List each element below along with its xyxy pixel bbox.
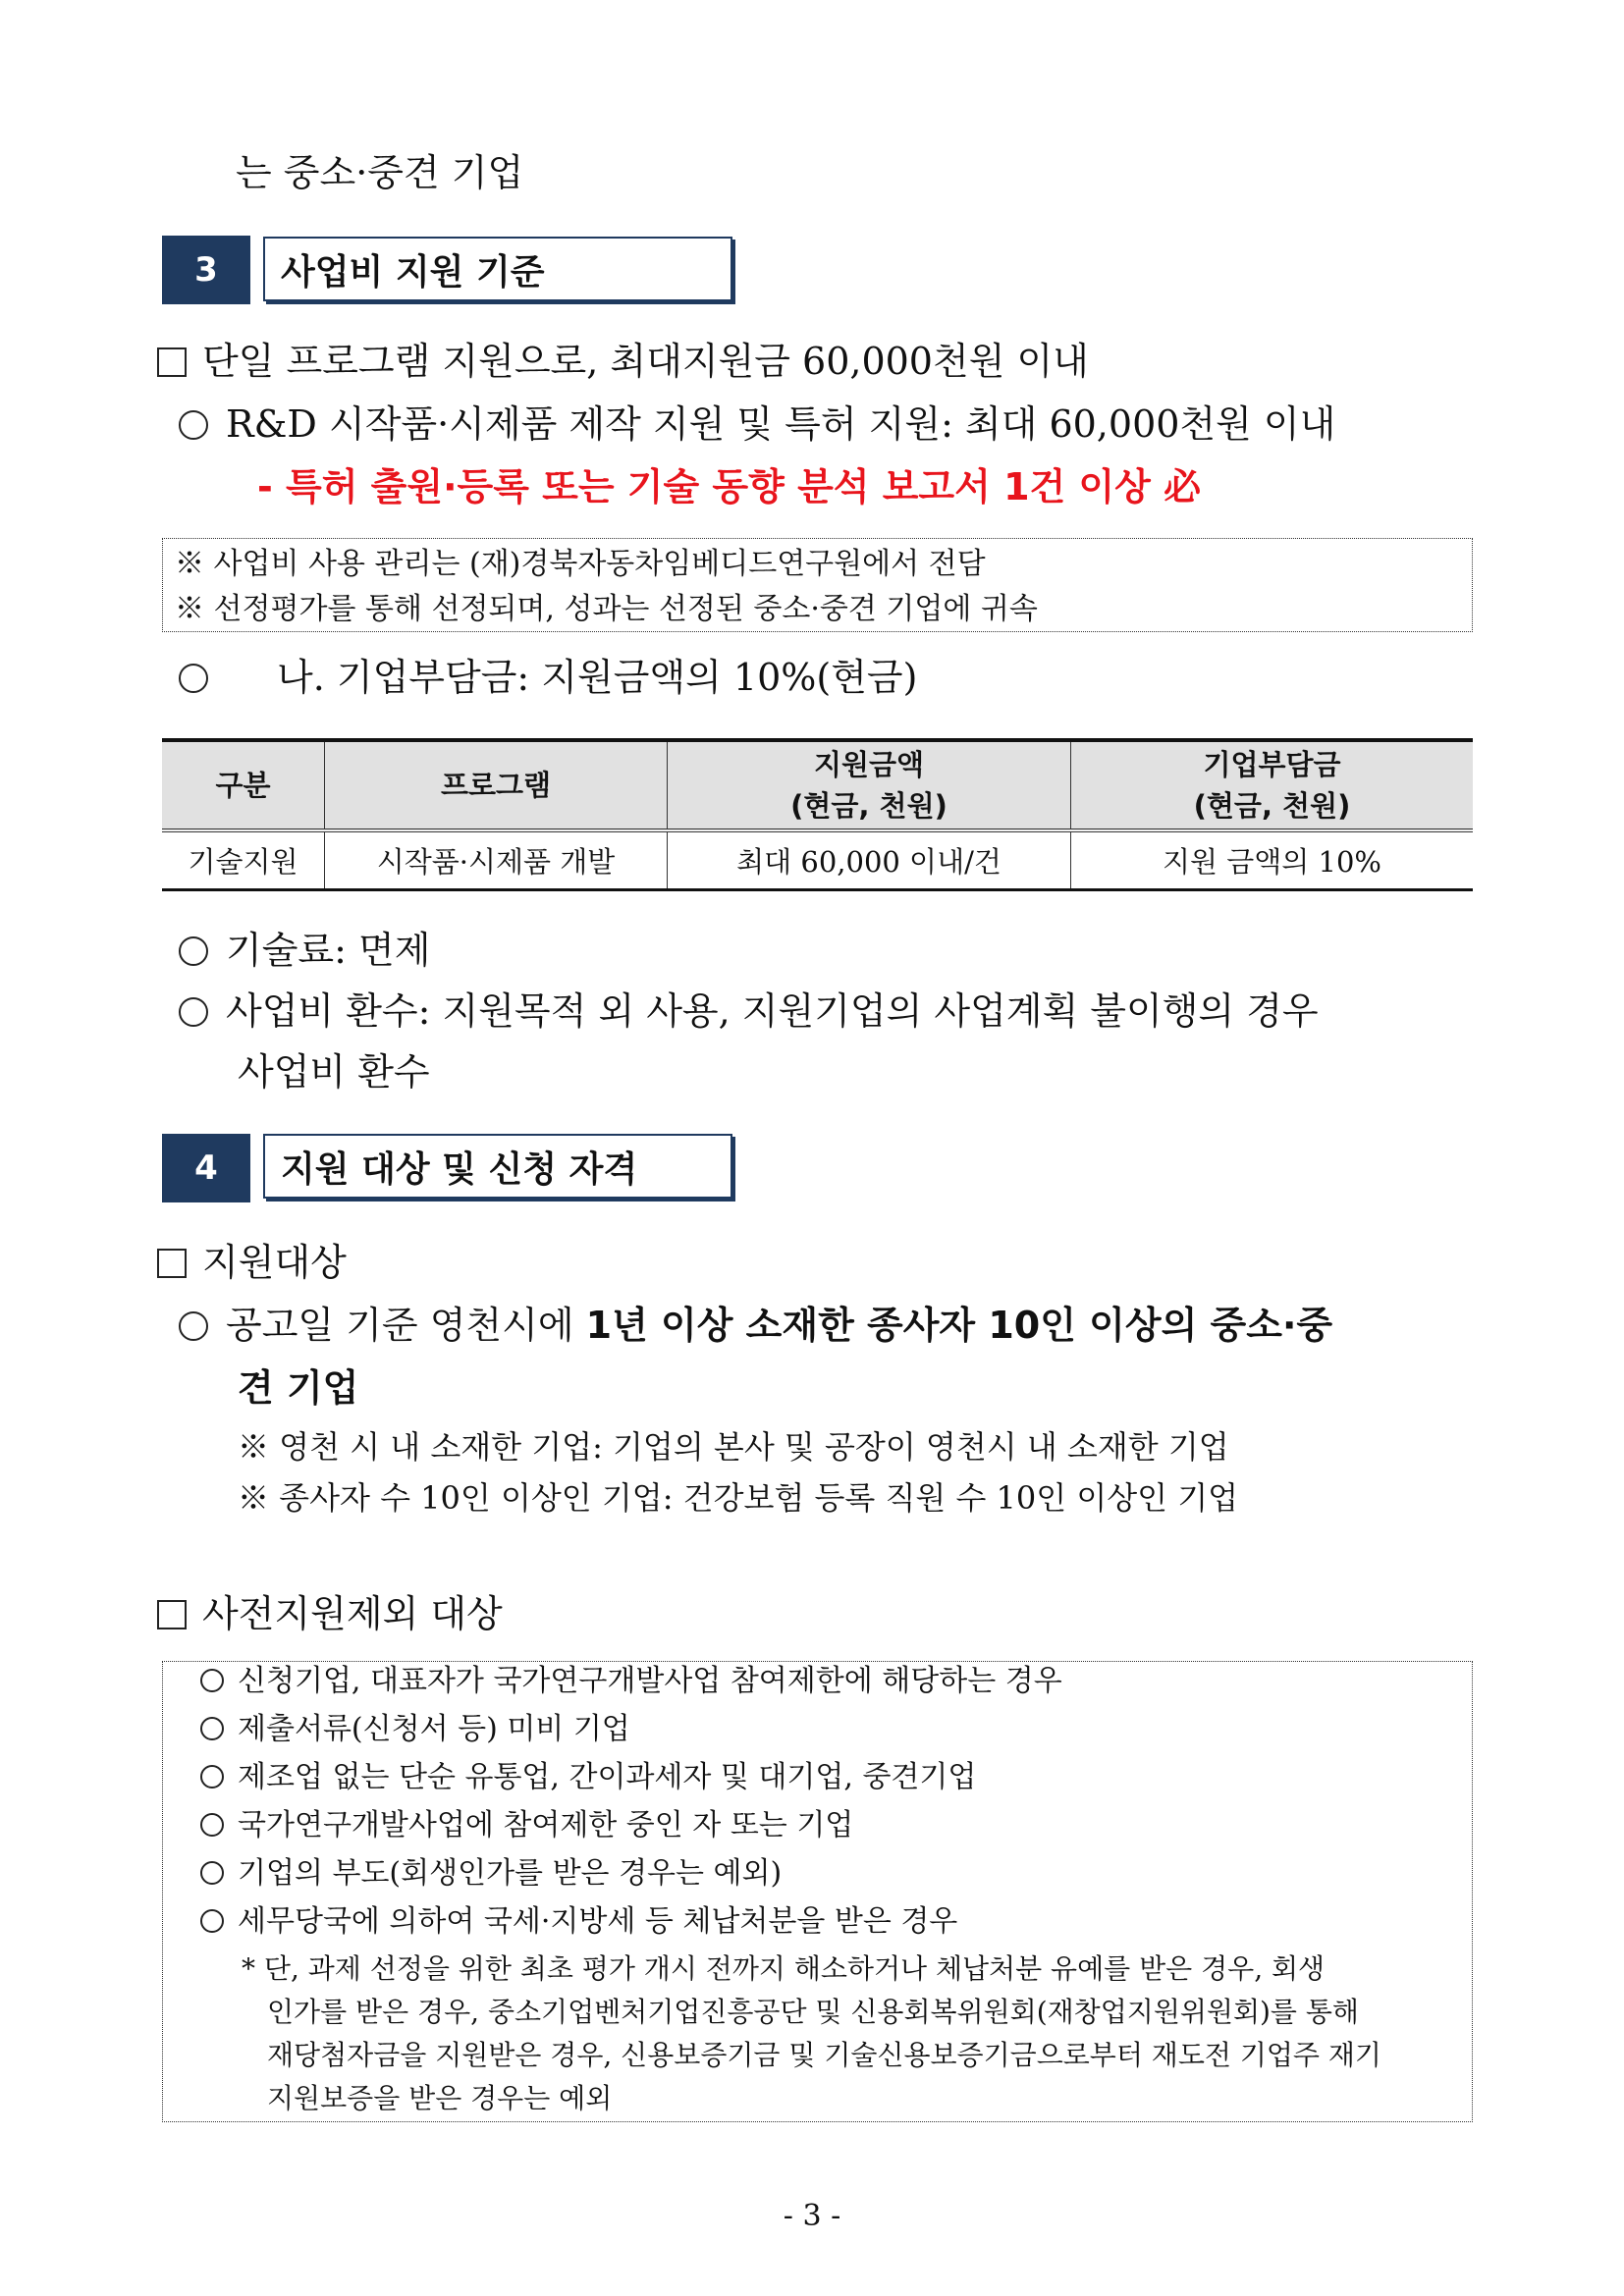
checkbox-square-icon bbox=[157, 347, 187, 377]
patent-requirement: - 특허 출원·등록 또는 기술 동향 분석 보고서 1건 이상 必 bbox=[257, 465, 1202, 508]
funding-table bbox=[162, 738, 1473, 891]
checkbox-square-icon bbox=[157, 1600, 187, 1629]
cell-program: 시작품·시제품 개발 bbox=[325, 830, 668, 889]
checkbox-square-icon bbox=[157, 1249, 187, 1278]
col-program: 프로그램 bbox=[325, 740, 668, 830]
circle-bullet-icon bbox=[200, 1909, 224, 1933]
exclusion-item: 기업의 부도(회생인가를 받은 경우는 예외) bbox=[200, 1854, 782, 1894]
circle-bullet-icon bbox=[200, 1765, 224, 1789]
cell-company-burden: 지원 금액의 10% bbox=[1071, 830, 1474, 889]
section-3-title: 사업비 지원 기준 bbox=[263, 237, 732, 301]
exclusion-item: 제조업 없는 단순 유통업, 간이과세자 및 대기업, 중견기업 bbox=[200, 1758, 976, 1797]
section-4-number: 4 bbox=[162, 1134, 250, 1202]
exclusion-note-line: 인가를 받은 경우, 중소기업벤처기업진흥공단 및 신용회복위원회(재창업지원위원회)를 통해 bbox=[267, 1996, 1359, 2028]
target-note-employees: ※ 종사자 수 10인 이상인 기업: 건강보험 등록 직원 수 10인 이상인 기업 bbox=[238, 1479, 1239, 1517]
section-3-main-item: 단일 프로그램 지원으로, 최대지원금 60,000천원 이내 bbox=[157, 338, 1089, 385]
company-burden-item: 나. 기업부담금: 지원금액의 10%(현금) bbox=[179, 654, 917, 701]
table-row bbox=[162, 830, 1473, 889]
royalty-item: 기술료: 면제 bbox=[179, 927, 430, 974]
page-number: - 3 - bbox=[783, 2199, 841, 2233]
selection-note: ※ 선정평가를 통해 선정되며, 성과는 선정된 중소·중견 기업에 귀속 bbox=[175, 592, 1038, 626]
exclusion-heading: 사전지원제외 대상 bbox=[157, 1590, 503, 1637]
circle-bullet-icon bbox=[200, 1669, 224, 1692]
table-header-row bbox=[162, 740, 1473, 830]
target-item-continued: 견 기업 bbox=[238, 1366, 359, 1410]
management-notes-box bbox=[162, 538, 1473, 632]
circle-bullet-icon bbox=[179, 997, 208, 1027]
circle-bullet-icon bbox=[200, 1717, 224, 1740]
col-category: 구분 bbox=[162, 740, 325, 830]
circle-bullet-icon bbox=[179, 664, 208, 693]
exclusion-box bbox=[162, 1661, 1473, 2122]
exclusion-item: 신청기업, 대표자가 국가연구개발사업 참여제한에 해당하는 경우 bbox=[200, 1662, 1062, 1701]
col-support-amount: 지원금액 (현금, 천원) bbox=[668, 740, 1071, 830]
exclusion-item: 세무당국에 의하여 국세·지방세 등 체납처분을 받은 경우 bbox=[200, 1902, 957, 1942]
exclusion-note-line: * 단, 과제 선정을 위한 최초 평가 개시 전까지 해소하거나 체납처분 유예를 받은 경우, 회생 bbox=[242, 1952, 1326, 1985]
col-company-burden: 기업부담금 (현금, 천원) bbox=[1071, 740, 1474, 830]
target-item: 공고일 기준 영천시에 1년 이상 소재한 종사자 10인 이상의 중소·중 bbox=[179, 1302, 1332, 1349]
refund-item: 사업비 환수: 지원목적 외 사용, 지원기업의 사업계획 불이행의 경우 bbox=[179, 988, 1319, 1035]
refund-item-continued: 사업비 환수 bbox=[238, 1050, 430, 1094]
cell-support-amount: 최대 60,000 이내/건 bbox=[668, 830, 1071, 889]
exclusion-note-line: 재당첨자금을 지원받은 경우, 신용보증기금 및 기술신용보증기금으로부터 재도전 기업주 재기 bbox=[267, 2039, 1381, 2071]
circle-bullet-icon bbox=[200, 1861, 224, 1885]
target-heading: 지원대상 bbox=[157, 1239, 347, 1286]
target-note-location: ※ 영천 시 내 소재한 기업: 기업의 본사 및 공장이 영천시 내 소재한 기업 bbox=[238, 1428, 1229, 1466]
management-note: ※ 사업비 사용 관리는 (재)경북자동차임베디드연구원에서 전담 bbox=[175, 547, 986, 581]
section-3-number: 3 bbox=[162, 236, 250, 304]
cell-category: 기술지원 bbox=[162, 830, 325, 889]
circle-bullet-icon bbox=[179, 1311, 208, 1341]
section-3-sub-item: R&D 시작품·시제품 제작 지원 및 특허 지원: 최대 60,000천원 이내 bbox=[179, 400, 1335, 448]
circle-bullet-icon bbox=[200, 1813, 224, 1837]
lead-line: 는 중소·중견 기업 bbox=[236, 151, 524, 194]
circle-bullet-icon bbox=[179, 410, 208, 440]
circle-bullet-icon bbox=[179, 936, 208, 966]
exclusion-item: 국가연구개발사업에 참여제한 중인 자 또는 기업 bbox=[200, 1806, 853, 1845]
exclusion-item: 제출서류(신청서 등) 미비 기업 bbox=[200, 1710, 630, 1749]
section-4-title: 지원 대상 및 신청 자격 bbox=[263, 1134, 732, 1199]
exclusion-note-line: 지원보증을 받은 경우는 예외 bbox=[267, 2082, 613, 2114]
